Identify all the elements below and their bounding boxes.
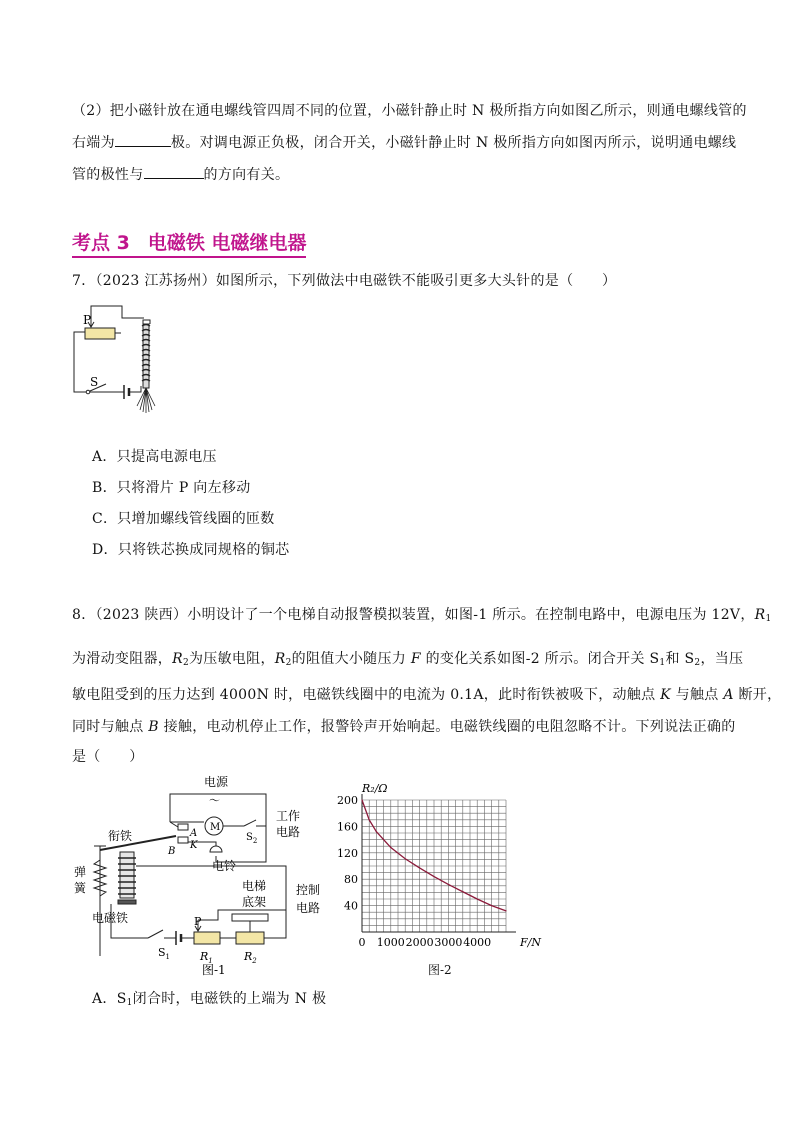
chart-data-point <box>462 891 463 892</box>
q8-line-2 <box>72 648 743 668</box>
chart-x-tick-label: 4000 <box>463 936 492 949</box>
q8-l2-s2: 2 <box>182 658 189 668</box>
ac-symbol: ～ <box>209 794 220 807</box>
power-label: 电源 <box>204 775 229 789</box>
chart-y-tick-label: 200 <box>337 794 358 807</box>
contact-b-label: B <box>168 846 176 857</box>
q8-l2-d: 的变化关系如图-2 所示。闭合开关 S <box>420 651 660 667</box>
q8-l2-a: 为滑动变阻器， <box>72 651 173 667</box>
q8-l3-b: 与触点 <box>670 687 724 703</box>
q8-line-3 <box>72 684 781 704</box>
section-label: 考点 3 <box>72 232 130 254</box>
slider-p-label: P <box>194 915 202 928</box>
iron-core <box>143 324 149 388</box>
q6-line-2 <box>72 132 736 152</box>
q7-option-c[interactable]: C．只增加螺线管线圈的匝数 <box>92 511 275 527</box>
chart-x-tick-label: 3000 <box>434 936 463 949</box>
section-title: 电磁铁 电磁继电器 <box>147 232 307 254</box>
switch-label-s: S <box>90 375 99 389</box>
q8-l2-r2b: R <box>274 651 286 667</box>
q6-line3-b: 的方向有关。 <box>203 167 290 183</box>
q8-l2-s2c: 2 <box>694 658 701 668</box>
q8-l2-r2: R <box>172 651 183 667</box>
q8-option-a-text-1: A．S <box>92 991 127 1007</box>
q8-option-a[interactable] <box>92 988 326 1008</box>
answer-blank-1[interactable] <box>115 133 171 147</box>
q7-circuit-figure <box>66 296 166 428</box>
elevator-label-1: 电梯 <box>242 879 267 893</box>
chart-y-tick-label: 160 <box>337 820 358 834</box>
q6-line2-b: 极。对调电源正负极，闭合开关，小磁针静止时 N 极所指方向如图丙所示，说明通电螺线 <box>170 135 737 151</box>
electromagnet-core <box>120 852 134 898</box>
q7-option-b[interactable]: B．只将滑片 P 向左移动 <box>92 480 251 496</box>
q6-line-1: （2）把小磁针放在通电螺线管四周不同的位置，小磁针静止时 N 极所指方向如图乙所示，则通电螺线管的 <box>72 103 747 119</box>
q8-line-4 <box>72 716 736 736</box>
chart-data-point <box>433 876 434 877</box>
q8-line-5: 是（ ） <box>72 749 144 765</box>
q8-l2-s1: 1 <box>659 658 666 668</box>
chart-grid <box>362 800 506 932</box>
s1-label: $S_1$ <box>158 946 171 961</box>
chart-y-tick-label: 40 <box>344 899 358 913</box>
q6-line2-a: 右端为 <box>72 135 115 151</box>
circuit-wire-right-bottom <box>129 386 141 392</box>
q8-l2-b: 为压敏电阻， <box>188 651 275 667</box>
elevator-label-2: 底架 <box>242 895 267 909</box>
q8-l2-g: ，当压 <box>700 651 744 667</box>
slider-label-p: P <box>83 313 92 327</box>
slider-wire <box>91 306 141 318</box>
q8-l3-c: 断开， <box>733 687 782 703</box>
q8-l2-s2b: 2 <box>285 658 292 668</box>
r2-label: $R_2$ <box>244 950 257 965</box>
q8-l2-e: 和 S <box>665 651 695 667</box>
circuit-wire-left <box>74 332 124 392</box>
motor-label: M <box>210 822 221 833</box>
control-label-2: 电路 <box>296 901 321 915</box>
bell-label: 电铃 <box>212 859 237 873</box>
chart-data-point <box>361 799 362 800</box>
chart-ylabel: R₂/Ω <box>362 782 388 795</box>
chart-data-point <box>448 884 449 885</box>
chart-data-point <box>505 910 506 911</box>
switch-s1-blade <box>148 930 163 938</box>
s2-label: $S_2$ <box>246 832 258 845</box>
q6-line-3 <box>72 164 289 184</box>
chart-x-tick-label: 1000 <box>376 936 405 949</box>
figure-1-caption: 图-1 <box>202 963 226 977</box>
q8-option-a-text-2: 闭合时，电磁铁的上端为 N 极 <box>132 991 327 1007</box>
q8-l3-k: K <box>660 687 671 703</box>
chart-axes <box>362 794 516 932</box>
chart-data-point <box>491 905 492 906</box>
chart-data-point <box>405 858 406 859</box>
q8-figure-1 <box>66 770 336 980</box>
q8-l1-text: 8．（2023 陕西）小明设计了一个电梯自动报警模拟装置，如图-1 所示。在控制电路中，电源电压为 12V， <box>72 607 755 623</box>
answer-blank-2[interactable] <box>144 165 204 179</box>
rheostat-body <box>85 328 115 339</box>
contact-k-label: K <box>190 840 198 851</box>
chart-data-point <box>390 847 391 848</box>
work-circuit-label-1: 工作 <box>276 809 301 823</box>
q8-line-1 <box>72 604 772 624</box>
q8-l4-b2: B <box>148 719 159 735</box>
q8-l4-b: 接触，电动机停止工作，报警铃声开始响起。电磁铁线圈的电阻忽略不计。下列说法正确的 <box>158 719 736 735</box>
elevator-base-plate <box>232 914 268 921</box>
q8-l1-sub: 1 <box>765 614 772 624</box>
q6-line3-a: 管的极性与 <box>72 167 144 183</box>
electromagnet-label: 电磁铁 <box>92 911 129 925</box>
armature-label: 衔铁 <box>108 829 133 843</box>
switch-s2-blade <box>244 820 256 826</box>
chart-xlabel: F/N <box>520 936 541 949</box>
chart-y-tick-label: 120 <box>337 846 358 860</box>
q8-l2-c: 的阻值大小随压力 <box>291 651 411 667</box>
chart-x-tick-label: 0 <box>358 936 366 949</box>
contact-a-label: A <box>190 828 198 839</box>
chart-y-tick-label: 80 <box>344 873 358 887</box>
q7-option-d[interactable]: D．只将铁芯换成同规格的铜芯 <box>92 542 290 558</box>
bell-symbol <box>210 846 222 852</box>
q8-l3-a: 敏电阻受到的压力达到 4000N 时，电磁铁线圈中的电流为 0.1A，此时衔铁被吸下，动触点 <box>72 687 661 703</box>
figure-2-caption: 图-2 <box>428 963 452 977</box>
r2-body <box>236 932 264 944</box>
q7-stem: 7．（2023 江苏扬州）如图所示，下列做法中电磁铁不能吸引更多大头针的是（ ） <box>72 273 617 289</box>
q8-figure-2-chart <box>334 780 564 980</box>
chart-x-tick-label: 2000 <box>405 936 434 949</box>
section-heading <box>72 228 306 258</box>
q8-l4-a: 同时与触点 <box>72 719 149 735</box>
chart-data-point <box>419 867 420 868</box>
spring-label-2: 簧 <box>74 881 87 895</box>
r1-label: $R_1$ <box>200 950 213 965</box>
q8-l3-aa: A <box>723 687 734 703</box>
spring-label-1: 弹 <box>74 865 87 879</box>
q7-option-a[interactable]: A．只提高电源电压 <box>92 449 217 465</box>
chart-ticks <box>337 794 491 949</box>
work-circuit-label-2: 电路 <box>276 825 301 839</box>
r1-body <box>194 932 220 944</box>
control-label-1: 控制 <box>296 883 321 897</box>
chart-data-point <box>376 831 377 832</box>
chart-data-point <box>369 819 370 820</box>
q8-l1-r: R <box>754 607 766 623</box>
chart-data-point <box>477 898 478 899</box>
q8-option-a-sub: 1 <box>126 998 133 1008</box>
q8-l2-f: F <box>410 651 421 667</box>
